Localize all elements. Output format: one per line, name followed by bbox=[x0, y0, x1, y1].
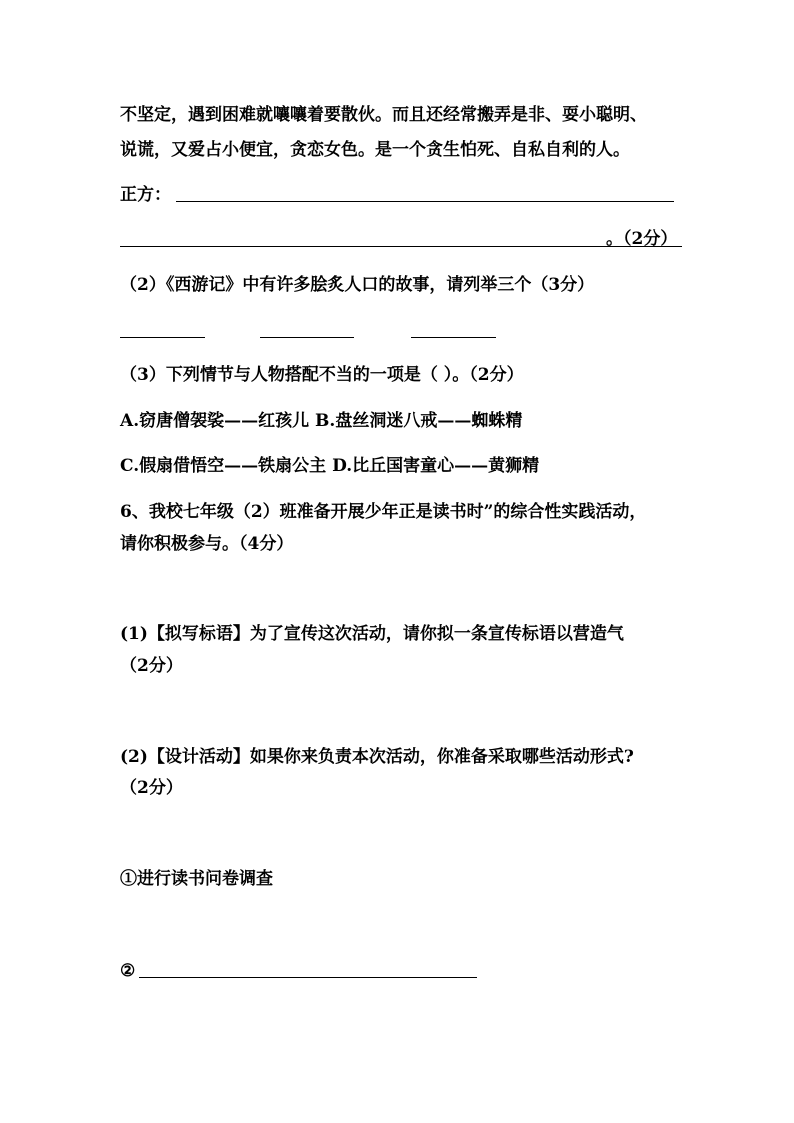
question-3: （3）下列情节与人物搭配不当的一项是（ ）。（2分） bbox=[120, 365, 524, 385]
score-label: 。（2分） bbox=[606, 229, 678, 249]
question-6: 6、我校七年级（2）班准备开展少年正是读书时”的综合性实践活动， bbox=[120, 502, 647, 522]
answer-label-zhengfang: 正方： bbox=[120, 185, 171, 205]
text-line: 说谎，又爱占小便宜，贪恋女色。是一个贪生怕死、自私自利的人。 bbox=[120, 140, 630, 160]
question-6-1-score: （2分） bbox=[120, 656, 183, 676]
answer-blank[interactable] bbox=[411, 337, 496, 338]
option-ab: A.窃唐僧袈裟——红孩儿 B.盘丝洞迷八戒——蜘蛛精 bbox=[120, 411, 523, 431]
activity-item-1: ①进行读书问卷调查 bbox=[120, 869, 273, 889]
answer-blank[interactable] bbox=[120, 246, 682, 247]
answer-blank[interactable] bbox=[139, 977, 477, 978]
answer-blank[interactable] bbox=[176, 201, 674, 202]
text-line: 不坚定，遇到困难就嚷嚷着要散伙。而且还经常搬弄是非、耍小聪明、 bbox=[120, 105, 647, 125]
answer-blank[interactable] bbox=[260, 337, 354, 338]
question-2: （2）《西游记》中有许多脍炙人口的故事，请列举三个（3分） bbox=[120, 275, 595, 295]
question-6-cont: 请你积极参与。（4分） bbox=[120, 534, 294, 554]
activity-item-2-marker: ② bbox=[120, 961, 136, 981]
option-cd: C.假扇借悟空——铁扇公主 D.比丘国害童心——黄狮精 bbox=[120, 456, 540, 476]
question-6-1: (1)【拟写标语】为了宣传这次活动，请你拟一条宣传标语以营造气 bbox=[120, 624, 624, 644]
question-6-2-score: （2分） bbox=[120, 778, 183, 798]
answer-blank[interactable] bbox=[120, 337, 205, 338]
question-6-2: (2)【设计活动】如果你来负责本次活动，你准备采取哪些活动形式? bbox=[120, 747, 634, 767]
